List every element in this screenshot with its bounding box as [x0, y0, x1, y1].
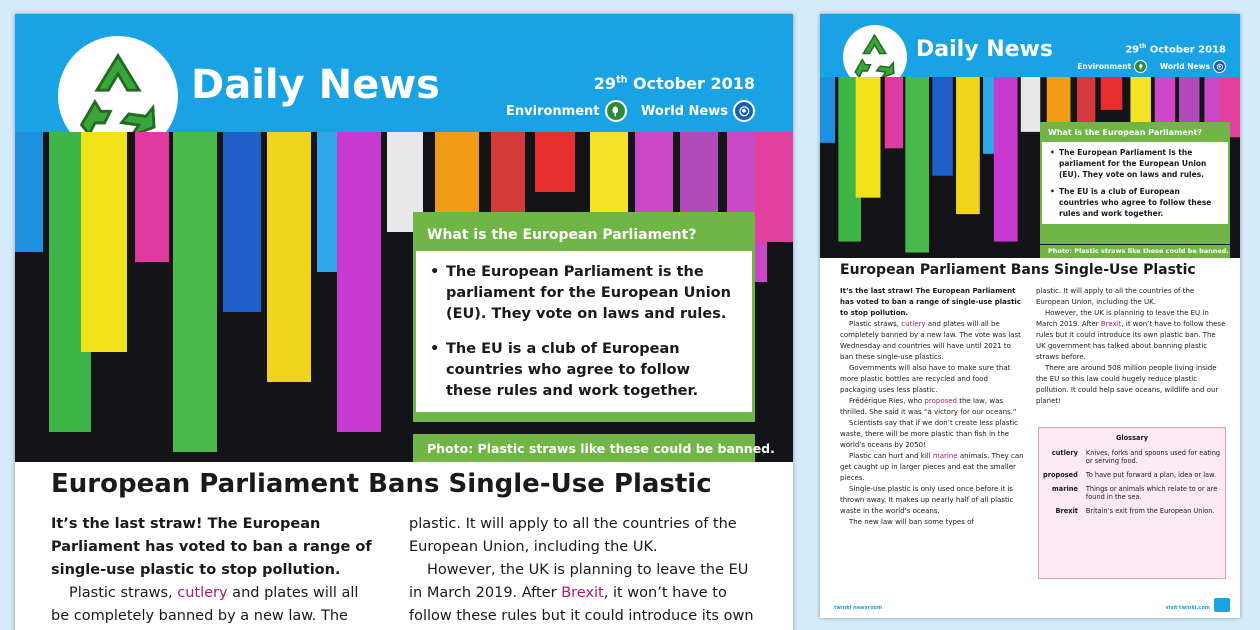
glossary-term: Brexit: [1055, 507, 1078, 515]
keyword-link[interactable]: Brexit: [1100, 320, 1122, 328]
glossary-definition: Knives, forks and spoons used for eating or serving food.: [1085, 449, 1221, 465]
lead-paragraph: It’s the last straw! The European Parliament has voted to ban a range of single-use plastic to stop pollution.: [51, 516, 372, 578]
glossary-term: marine: [1051, 485, 1078, 493]
paragraph: Scientists say that if we don’t create less plastic waste, there will be more plastic than fish in the world’s oceans by 2050!: [840, 419, 1019, 449]
photo-caption: Photo: Plastic straws like these could be banned.: [413, 434, 755, 462]
paragraph: However, the UK is planning to leave the EU in March 2019. After Brexit, it won’t have to follow these rules but it could introduce its own plastic ban. The UK government has talked about banning plastic straws before.: [1036, 309, 1226, 361]
globe-icon: [1213, 60, 1226, 73]
keyword-link[interactable]: Brexit: [561, 585, 604, 601]
category-environment[interactable]: Environment: [506, 100, 627, 122]
glossary-title: Glossary: [1115, 434, 1149, 442]
keyword-link[interactable]: cutlery: [177, 585, 228, 601]
fact-box-title: What is the European Parliament?: [1048, 128, 1202, 137]
paragraph: Single-use plastic is only used once before it is thrown away. It makes up nearly half of all plastic waste in the world’s oceans.: [840, 485, 1014, 515]
paragraph: However, the UK is planning to leave the EU in March 2019. After Brexit, it won’t have to follow these rules but it could introduce its own: [409, 562, 754, 624]
subheadline: European Parliament Bans Single-Use Plastic: [840, 262, 1196, 278]
tree-icon: [605, 100, 627, 122]
glossary-term: proposed: [1043, 471, 1078, 479]
article-column-1: [51, 513, 381, 630]
paragraph: Plastic straws, cutlery and plates will all be completely banned by a new law. The vote was last Wednesday and countries will have until 2021 to ban these single-use plastics.: [840, 320, 1021, 361]
fact-point: • The European Parliament is the parliament for the European Union (EU). They vote on laws and rules.: [1050, 147, 1220, 180]
globe-icon: [733, 100, 755, 122]
glossary-box: [1038, 427, 1226, 579]
category-world-news[interactable]: World News: [1160, 60, 1226, 73]
fact-box-body: [416, 251, 752, 412]
article-column-2: [1036, 286, 1226, 407]
photo-caption: Photo: Plastic straws like these could be banned.: [1040, 245, 1230, 258]
glossary-row: [1039, 447, 1225, 469]
glossary-row: [1039, 483, 1225, 505]
category-tags: [1067, 60, 1226, 73]
keyword-link[interactable]: marine: [932, 452, 958, 460]
footer-link[interactable]: visit twinkl.com: [1165, 605, 1210, 611]
paragraph: The new law will ban some types of: [849, 518, 974, 526]
lead-paragraph: It’s the last straw! The European Parliament has voted to ban a range of single-use plastic to stop pollution.: [840, 287, 1021, 317]
article-column-2: [409, 513, 759, 630]
fact-point: • The EU is a club of European countries who agree to follow these rules and work together.: [430, 339, 738, 402]
paragraph: plastic. It will apply to all the countries of the European Union, including the UK.: [409, 516, 737, 555]
subheadline: European Parliament Bans Single-Use Plastic: [51, 469, 712, 499]
issue-date: 29th October 2018: [593, 74, 755, 93]
glossary-row: [1039, 469, 1225, 483]
category-environment[interactable]: Environment: [1077, 60, 1147, 73]
footer-brand[interactable]: twinkl newsroom: [834, 605, 883, 611]
keyword-link[interactable]: cutlery: [901, 320, 926, 328]
fact-box-title: What is the European Parliament?: [427, 227, 697, 243]
paragraph: Governments will also have to make sure that more plastic bottles are recycled and food packaging uses less plastic.: [840, 364, 1011, 394]
fact-point: • The EU is a club of European countries who agree to follow these rules and work together.: [1050, 186, 1220, 219]
paragraph: Plastic straws, cutlery and plates will all be completely banned by a new law. The: [51, 585, 359, 624]
masthead-title: Daily News: [191, 62, 440, 108]
category-world-news[interactable]: World News: [641, 100, 755, 122]
paragraph: There are around 508 million people living inside the EU so this law could hugely reduce plastic pollution. It could help save oceans, wildlife and our planet!: [1036, 364, 1219, 405]
glossary-table: [1039, 447, 1225, 519]
masthead-title: Daily News: [916, 37, 1053, 62]
glossary-definition: Things or animals which relate to or are found in the sea.: [1085, 485, 1218, 501]
paragraph: plastic. It will apply to all the countries of the European Union, including the UK.: [1036, 287, 1195, 306]
article-column-1: [840, 286, 1026, 528]
newspaper-page-small: [820, 14, 1240, 618]
fact-box: [1040, 122, 1230, 244]
issue-date: 29th October 2018: [1125, 43, 1226, 56]
fact-box: [413, 212, 755, 422]
fact-box-body: [1042, 142, 1228, 224]
glossary-definition: Britain’s exit from the European Union.: [1085, 507, 1215, 515]
glossary-definition: To have put forward a plan, idea or law.: [1085, 471, 1216, 479]
twinkl-badge-icon: [1214, 598, 1230, 612]
category-tags: [496, 100, 755, 122]
paragraph: Plastic can hurt and kill marine animals. They can get caught up in larger pieces and eat the smaller pieces.: [840, 452, 1024, 482]
keyword-link[interactable]: proposed: [924, 397, 957, 405]
newspaper-page-large: [15, 14, 793, 630]
fact-point: • The European Parliament is the parliament for the European Union (EU). They vote on laws and rules.: [430, 262, 738, 325]
glossary-row: [1039, 505, 1225, 519]
paragraph: Frédérique Ries, who proposed the law, was thrilled. She said it was “a victory for our oceans.”: [840, 397, 1017, 416]
glossary-term: cutlery: [1051, 449, 1078, 457]
tree-icon: [1134, 60, 1147, 73]
